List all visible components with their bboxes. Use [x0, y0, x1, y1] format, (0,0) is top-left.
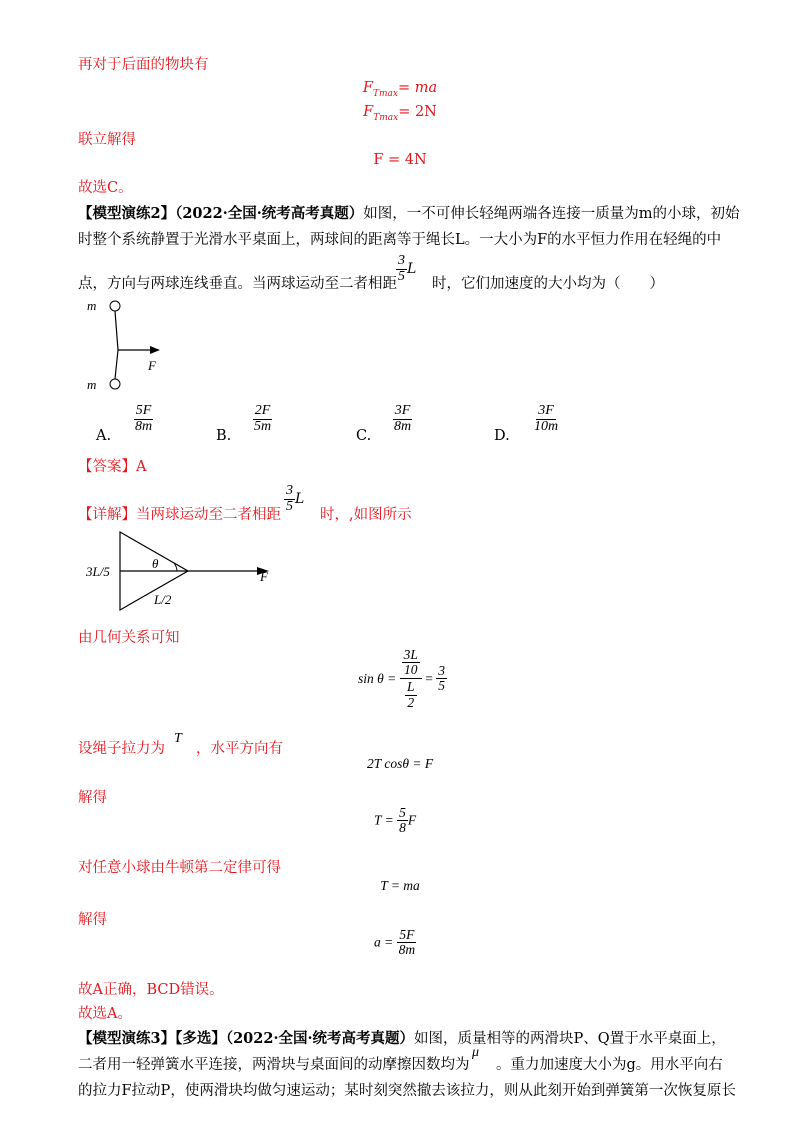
problem2-line-1: 【模型演练2】（2022·全国·统考高考真题）如图，一不可伸长轻绳两端各连接一质量为m的小球，初始: [78, 205, 740, 222]
intro-line-2: 联立解得: [78, 132, 136, 148]
equation-2tcos: 2T cosθ = F: [366, 756, 434, 771]
detail-fraction-3-5-l: $\frac{3}{5}$ L: [286, 483, 305, 514]
equation-ftmax-ma: $F_{Tmax}=$ ma: [362, 80, 438, 99]
problem3-tag: 【模型演练3】【多选】（2022·全国·统考高考真题）: [78, 1030, 415, 1047]
tension-line-b: ，水平方向有: [196, 741, 283, 757]
equation-t-5-8f: T = $\frac{5}{8}$ F: [374, 805, 417, 836]
geometry-line: 由几何关系可知: [78, 630, 180, 646]
figure-two-masses: [82, 296, 182, 396]
detail-line-b: 时，,如图所示: [320, 507, 412, 523]
problem2-line-3a: 点，方向与两球连线垂直。当两球运动至二者相距: [78, 276, 397, 292]
tension-line-a: 设绳子拉力为: [78, 741, 165, 757]
intro-line-1: 再对于后面的物块有: [78, 57, 209, 73]
option-d-label[interactable]: D.: [494, 428, 510, 444]
problem2-line-2: 时整个系统静置于光滑水平桌面上，两球间的距离等于绳长L。一大小为F的水平恒力作用在轻绳的中: [78, 232, 722, 248]
equation-t-ma: T = ma: [380, 878, 420, 893]
hypotenuse-label: L/2: [154, 592, 172, 607]
figure-triangle: [84, 528, 284, 618]
angle-theta-label: θ: [152, 556, 159, 571]
equation-ftmax-2n: $F_{Tmax}= 2N$: [363, 104, 437, 123]
problem3-line-3: 的拉力F拉动P，使两滑块均做匀速运动；某时刻突然撤去该拉力，则从此刻开始到弹簧第一次恢复原长: [78, 1083, 736, 1099]
triangle-force-label: F: [260, 569, 268, 584]
conclusion-line-1: 故A正确，BCD错误。: [78, 982, 224, 998]
solve-line-2: 解得: [78, 912, 107, 928]
equation-f-4n: F = 4N: [373, 152, 427, 168]
force-label: F: [148, 358, 156, 373]
problem2-tag: 【模型演练2】（2022·全国·统考高考真题）: [78, 205, 364, 222]
equation-sin-theta: sin θ = $\frac{\frac{3L}{10}}{\frac{L}{2}}$ = $\frac{3}{5}$: [358, 647, 446, 710]
problem3-line-1: 【模型演练3】【多选】（2022·全国·统考高考真题）如图，质量相等的两滑块P、Q置于水平桌面上，: [78, 1030, 726, 1047]
triangle-side-label: 3L/5: [86, 564, 110, 579]
problem2-fraction-3-5-l: $\frac{3}{5}$ L: [398, 253, 417, 284]
mu-symbol: μ: [472, 1045, 480, 1060]
problem3-line-2b: 。重力加速度大小为g。用水平向右: [496, 1057, 723, 1073]
mass-label-bottom: m: [87, 377, 97, 392]
option-c-fraction[interactable]: $\frac{3F}{8m}$: [394, 403, 412, 434]
option-a-fraction[interactable]: $\frac{5F}{8m}$: [135, 403, 153, 434]
option-c-label[interactable]: C.: [356, 428, 372, 444]
equation-a-5f-8m: a = $\frac{5F}{8m}$: [374, 927, 416, 958]
newton-line: 对任意小球由牛顿第二定律可得: [78, 860, 281, 876]
solve-line-1: 解得: [78, 790, 107, 806]
intro-line-3: 故选C。: [78, 180, 133, 196]
conclusion-line-2: 故选A。: [78, 1006, 132, 1022]
option-d-fraction[interactable]: $\frac{3F}{10m}$: [534, 403, 559, 434]
problem3-line-2a: 二者用一轻弹簧水平连接，两滑块与桌面间的动摩擦因数均为: [78, 1057, 470, 1073]
answer-line: 【答案】A: [78, 459, 147, 475]
option-a-label[interactable]: A.: [96, 428, 112, 444]
option-b-fraction[interactable]: $\frac{2F}{5m}$: [254, 403, 272, 434]
detail-line-a: 【详解】当两球运动至二者相距: [78, 507, 281, 523]
problem2-line-3b: 时，它们加速度的大小均为（ ）: [432, 276, 664, 292]
option-b-label[interactable]: B.: [216, 428, 232, 444]
mass-label-top: m: [87, 298, 97, 313]
tension-var: T: [174, 731, 182, 746]
